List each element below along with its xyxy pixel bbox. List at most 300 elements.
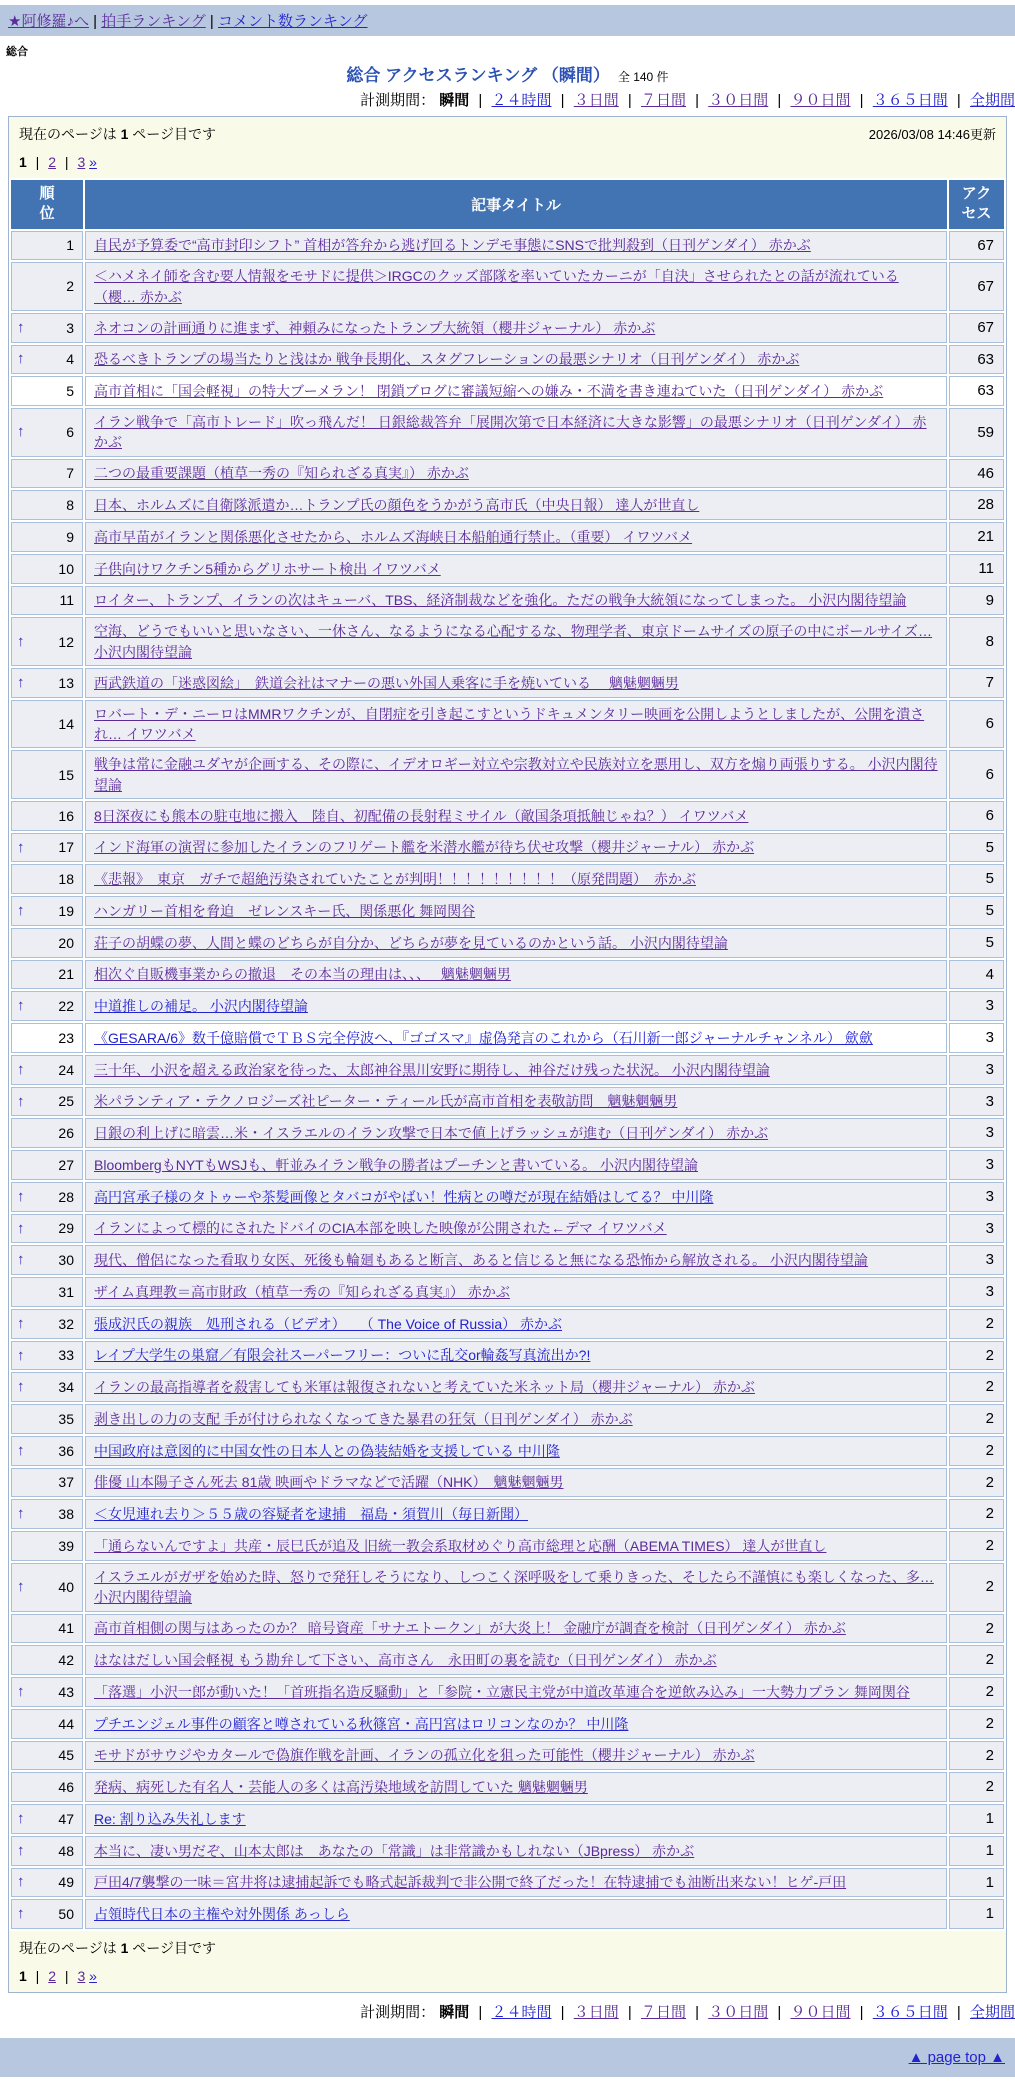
separator: | — [474, 2004, 487, 2022]
title-cell — [85, 1468, 947, 1498]
topnav-link-2[interactable]: コメント数ランキング — [217, 13, 368, 30]
top-nav-bar — [0, 5, 1015, 36]
article-link[interactable]: 戸田4/7襲撃の一味＝宮井将は逮捕起訴でも略式起訴裁判で非公開で終了だった！在特逮捕でも油断出来ない！ヒゲ-戸田 — [94, 1874, 847, 1891]
rank-cell — [11, 1055, 83, 1085]
period-option-6[interactable]: 全期間 — [969, 92, 1015, 109]
title-cell — [85, 1087, 947, 1117]
table-row — [11, 1341, 1004, 1371]
title-cell — [85, 960, 947, 990]
period-option-3[interactable]: ３０日間 — [708, 2004, 769, 2022]
separator: | — [31, 154, 44, 170]
table-row — [11, 231, 1004, 261]
access-count: 3 — [949, 1182, 1004, 1212]
rank-cell — [11, 1804, 83, 1834]
access-count: 2 — [949, 1531, 1004, 1561]
access-count: 67 — [949, 262, 1004, 311]
article-link[interactable]: イランによって標的にされたドバイのCIA本部を映した映像が公開された←デマ イワツバメ — [94, 1220, 667, 1237]
period-option-1[interactable]: ３日間 — [573, 2004, 619, 2022]
article-link[interactable]: 発病、病死した有名人・芸能人の多くは高汚染地域を訪問していた 魑魅魍魎男 — [94, 1779, 588, 1796]
rank-number: 37 — [58, 1474, 74, 1491]
article-link[interactable]: ロバート・デ・ニーロはMMRワクチンが、自閉症を引き起こすというドキュメンタリー映画を公開しようとしましたが、公開を潰され… イワツバメ — [94, 705, 925, 743]
title-cell — [85, 1309, 947, 1339]
page-next-link[interactable]: » — [89, 154, 97, 170]
article-link[interactable]: 占領時代日本の主権や対外関係 あっしら — [94, 1906, 350, 1923]
access-count: 6 — [949, 801, 1004, 831]
access-count: 3 — [949, 991, 1004, 1021]
rank-cell — [11, 750, 83, 799]
rank-cell — [11, 960, 83, 990]
article-link[interactable]: BloombergもNYTもWSJも、軒並みイラン戦争の勝者はプーチンと書いている。 小沢内閣待望論 — [94, 1156, 699, 1173]
rank-cell — [11, 896, 83, 926]
access-count: 2 — [949, 1563, 1004, 1612]
separator: | — [773, 2004, 786, 2022]
rank-number: 35 — [58, 1410, 74, 1427]
period-label: 計測期間： — [360, 2004, 440, 2022]
access-count: 3 — [949, 1277, 1004, 1307]
rank-up-icon: ↑ — [17, 632, 25, 650]
article-link[interactable]: 二つの最重要課題（植草一秀の『知られざる真実』） 赤かぶ — [94, 465, 469, 482]
title-cell — [85, 231, 947, 261]
access-count: 28 — [949, 490, 1004, 520]
separator: | — [952, 2004, 965, 2022]
article-link[interactable]: ＜女児連れ去り＞５５歳の容疑者を逮捕 福島・須賀川（毎日新聞） — [94, 1506, 528, 1523]
article-link[interactable]: モサドがサウジやカタールで偽旗作戦を計画、イランの孤立化を狙った可能性（櫻井ジャーナル） 赤かぶ — [94, 1747, 755, 1764]
page-current: 1 — [19, 154, 27, 170]
title-cell — [85, 1372, 947, 1402]
rank-up-icon: ↑ — [17, 423, 25, 441]
rank-up-icon: ↑ — [17, 1219, 25, 1237]
separator: | — [691, 2004, 704, 2022]
rank-number: 4 — [66, 351, 74, 368]
table-row — [11, 864, 1004, 894]
title-cell — [85, 1563, 947, 1612]
access-count: 3 — [949, 1150, 1004, 1180]
title-cell — [85, 1709, 947, 1739]
rank-cell — [11, 1899, 83, 1929]
period-option-5[interactable]: ３６５日間 — [872, 92, 948, 109]
title-cell — [85, 313, 947, 343]
rank-cell — [11, 1309, 83, 1339]
title-cell — [85, 1245, 947, 1275]
separator: | — [556, 92, 569, 109]
table-row — [11, 833, 1004, 863]
rank-number: 47 — [58, 1810, 74, 1827]
article-link[interactable]: ザイム真理教＝高市財政（植草一秀の『知られざる真実』） 赤かぶ — [94, 1283, 510, 1300]
rank-cell — [11, 1645, 83, 1675]
rank-up-icon: ↑ — [17, 1060, 25, 1078]
article-link[interactable]: 恐るべきトランプの場当たりと浅はか 戦争長期化、スタグフレーションの最悪シナリオ（日刊ゲンダイ） 赤かぶ — [94, 351, 800, 368]
separator: | — [623, 92, 636, 109]
title-cell — [85, 1118, 947, 1148]
rank-cell — [11, 490, 83, 520]
rank-number: 41 — [58, 1620, 74, 1637]
title-cell — [85, 1836, 947, 1866]
table-row — [11, 928, 1004, 958]
article-link[interactable]: 西武鉄道の「迷惑図絵」 鉄道会社はマナーの悪い外国人乗客に手を焼いている 魑魅魍魎男 — [94, 674, 679, 691]
access-count: 46 — [949, 459, 1004, 489]
rank-cell — [11, 313, 83, 343]
article-link[interactable]: 中道推しの補足。 小沢内閣待望論 — [94, 998, 308, 1015]
access-count: 3 — [949, 1118, 1004, 1148]
table-row — [11, 262, 1004, 311]
rank-up-icon: ↑ — [17, 318, 25, 336]
rank-number: 50 — [58, 1906, 74, 1923]
article-link[interactable]: 8日深夜にも熊本の駐屯地に搬入 陸自、初配備の長射程ミサイル（敵国条項抵触じゃね？） イワツバメ — [94, 807, 749, 824]
page-info-bottom — [9, 1931, 1006, 1992]
rank-up-icon: ↑ — [17, 1873, 25, 1891]
period-option-4[interactable]: ９０日間 — [790, 2004, 851, 2022]
table-row — [11, 960, 1004, 990]
title-cell — [85, 1614, 947, 1644]
title-cell — [85, 1341, 947, 1371]
access-count: 1 — [949, 1836, 1004, 1866]
period-option-0[interactable]: ２４時間 — [491, 92, 552, 109]
separator: | — [61, 1968, 73, 1985]
rank-cell — [11, 1709, 83, 1739]
current-page-text: 現在のページは 1 ページ目です — [19, 126, 217, 142]
rank-cell — [11, 459, 83, 489]
separator: | — [61, 154, 73, 170]
table-row — [11, 554, 1004, 584]
rank-number: 3 — [66, 319, 74, 336]
article-link[interactable]: 張成沢氏の親族 処刑される（ビデオ） （ The Voice of Russia） 赤かぶ — [94, 1315, 563, 1332]
period-option-1[interactable]: ３日間 — [573, 92, 619, 109]
title-cell — [85, 408, 947, 457]
title-cell — [85, 750, 947, 799]
pagination-top — [19, 154, 996, 170]
rank-number: 27 — [58, 1156, 74, 1173]
rank-number: 18 — [58, 871, 74, 888]
rank-number: 15 — [58, 766, 74, 783]
access-count: 8 — [949, 617, 1004, 666]
rank-number: 46 — [58, 1779, 74, 1796]
article-link[interactable]: イラン戦争で「高市トレード」吹っ飛んだ！ 日銀総裁答弁「展開次第で日本経済に大きな影響」の最悪シナリオ（日刊ゲンダイ） 赤かぶ — [94, 414, 927, 451]
title-cell — [85, 262, 947, 311]
period-option-0[interactable]: ２４時間 — [491, 2004, 552, 2022]
article-link[interactable]: イランの最高指導者を殺害しても米軍は報復されないと考えていた米ネット局（櫻井ジャーナル） 赤かぶ — [94, 1379, 755, 1396]
current-page-number: 1 — [120, 126, 129, 142]
rank-cell — [11, 408, 83, 457]
rank-number: 49 — [58, 1874, 74, 1891]
rank-number: 19 — [58, 902, 74, 919]
access-count: 3 — [949, 1055, 1004, 1085]
access-count: 6 — [949, 700, 1004, 749]
table-row — [11, 1563, 1004, 1612]
title-cell — [85, 1645, 947, 1675]
article-link[interactable]: ハンガリー首相を脅迫 ゼレンスキー氏、関係悪化 舞岡関谷 — [94, 902, 476, 919]
table-row — [11, 1182, 1004, 1212]
table-row — [11, 1277, 1004, 1307]
page-link-3[interactable]: 3 — [77, 154, 86, 170]
rank-number: 25 — [58, 1093, 74, 1110]
rank-number: 23 — [58, 1029, 74, 1046]
page-title-text: 総合 アクセスランキング （瞬間） — [346, 66, 610, 85]
table-row — [11, 1245, 1004, 1275]
article-link[interactable]: イスラエルがガザを始めた時、怒りで発狂しそうになり、しつこく深呼吸をして乗りきった、そしたら不謹慎にも楽しくなった、多… 小沢内閣待望論 — [94, 1568, 934, 1606]
table-row — [11, 408, 1004, 457]
article-link[interactable]: はなはだしい国会軽視 もう勘弁して下さい、高市さん 永田町の裏を読む（日刊ゲンダイ） 赤かぶ — [94, 1652, 717, 1669]
board-label: 総合 — [6, 46, 28, 58]
rank-number: 21 — [58, 966, 74, 983]
page-link-3[interactable]: 3 — [77, 1968, 86, 1985]
title-cell — [85, 554, 947, 584]
period-option-4[interactable]: ９０日間 — [790, 92, 851, 109]
article-link[interactable]: 空海、どうでもいいと思いなさい、一休さん、なるようになる心配するな、物理学者、東京ドームサイズの原子の中にボールサイズ… 小沢内閣待望論 — [94, 623, 933, 660]
rank-cell — [11, 1277, 83, 1307]
access-count: 2 — [949, 1614, 1004, 1644]
rank-cell — [11, 1404, 83, 1434]
rank-up-icon: ↑ — [17, 1810, 25, 1828]
access-count: 5 — [949, 833, 1004, 863]
period-option-3[interactable]: ３０日間 — [708, 92, 769, 109]
article-link[interactable]: 高円宮承子様のタトゥーや茶髪画像とタバコがやばい！性病との噂だが現在結婚はしてる？ 中川隆 — [94, 1188, 714, 1205]
rank-up-icon: ↑ — [17, 902, 25, 920]
rank-up-icon: ↑ — [17, 1378, 25, 1396]
article-link[interactable]: プチエンジェル事件の顧客と噂されている秋篠宮・高円宮はロリコンなのか？ 中川隆 — [94, 1715, 629, 1732]
article-link[interactable]: 《GESARA/6》数千億賠償でＴＢＳ完全停波へ、『ゴゴスマ』虚偽発言のこれから（石川新一郎ジャーナルチャンネル） 歛歛 — [94, 1029, 873, 1046]
title-cell — [85, 1436, 947, 1466]
article-link[interactable]: ロイター、トランプ、イランの次はキューバ、TBS、経済制裁などを強化。ただの戦争大統領になってしまった。 小沢内閣待望論 — [94, 592, 907, 609]
access-count: 4 — [949, 960, 1004, 990]
page-link-2[interactable]: 2 — [48, 154, 57, 170]
title-cell — [85, 864, 947, 894]
rank-number: 38 — [58, 1506, 74, 1523]
table-row — [11, 1709, 1004, 1739]
page-top-link[interactable]: ▲ page top ▲ — [908, 2049, 1005, 2067]
title-cell — [85, 1741, 947, 1771]
article-link[interactable]: 「通らないんですよ」共産・辰巳氏が追及 旧統一教会系取材めぐり高市総理と応酬（ABEMA TIMES） 達人が世直し — [94, 1537, 827, 1554]
table-row — [11, 1614, 1004, 1644]
rank-number: 43 — [58, 1683, 74, 1700]
article-link[interactable]: 三十年、小沢を超える政治家を待った、太郎神谷黒川安野に期待し、神谷だけ残った状況。 小沢内閣待望論 — [94, 1061, 770, 1078]
article-link[interactable]: ＜ハメネイ師を含む要人情報をモサドに提供＞IRGCのクッズ部隊を率いていたカーニが「自決」させられたとの話が流れている（櫻… 赤かぶ — [94, 268, 899, 305]
article-link[interactable]: 米パランティア・テクノロジーズ社ピーター・ティール氏が高市首相を表敬訪問 魑魅魍魎男 — [94, 1093, 678, 1110]
separator: | — [31, 1968, 44, 1985]
access-count: 59 — [949, 408, 1004, 457]
table-row — [11, 376, 1004, 406]
access-count: 11 — [949, 554, 1004, 584]
title-cell — [85, 1804, 947, 1834]
article-link[interactable]: 中国政府は意図的に中国女性の日本人との偽装結婚を支援している 中川隆 — [94, 1442, 560, 1459]
rank-number: 17 — [58, 839, 74, 856]
rank-cell — [11, 1531, 83, 1561]
rank-number: 14 — [58, 715, 74, 732]
period-current: 瞬間 — [439, 2004, 470, 2022]
title-cell — [85, 1899, 947, 1929]
rank-number: 7 — [66, 465, 74, 482]
rank-up-icon: ↑ — [17, 838, 25, 856]
column-header-access: アクセス — [949, 180, 1004, 229]
access-count: 2 — [949, 1772, 1004, 1802]
rank-cell — [11, 554, 83, 584]
article-link[interactable]: Re: 割り込み失礼します — [94, 1810, 246, 1827]
rank-number: 8 — [66, 497, 74, 514]
article-link[interactable]: ネオコンの計画通りに進まず、神頼みになったトランプ大統領（櫻井ジャーナル） 赤かぶ — [94, 319, 656, 336]
rank-number: 2 — [66, 278, 74, 295]
table-row — [11, 896, 1004, 926]
ranking-container — [8, 116, 1007, 1993]
article-link[interactable]: 日銀の利上げに暗雲…米・イスラエルのイラン攻撃で日本で値上げラッシュが進む（日刊ゲンダイ） 赤かぶ — [94, 1125, 769, 1142]
article-link[interactable]: 「落選」小沢一郎が動いた！「首班指名造反騒動」と「参院・立憲民主党が中道改革連合を逆飲み込み」一大勢力プラン 舞岡関谷 — [94, 1683, 910, 1700]
rank-cell — [11, 1836, 83, 1866]
rank-up-icon: ↑ — [17, 1905, 25, 1923]
article-link[interactable]: 《悲報》 東京 ガチで超絶汚染されていたことが判明！！！！！！！！！（原発問題） 赤かぶ — [94, 871, 696, 888]
rank-cell — [11, 522, 83, 552]
period-option-2[interactable]: ７日間 — [640, 2004, 686, 2022]
article-link[interactable]: 戦争は常に金融ユダヤが企画する、その際に、イデオロギー対立や宗教対立や民族対立を悪用し、双方を煽り両張りする。 小沢内閣待望論 — [94, 756, 938, 793]
access-count: 2 — [949, 1645, 1004, 1675]
access-count: 2 — [949, 1709, 1004, 1739]
separator: | — [773, 92, 786, 109]
rank-cell — [11, 231, 83, 261]
total-count: 全 140 件 — [617, 70, 669, 84]
access-count: 2 — [949, 1677, 1004, 1707]
rank-up-icon: ↑ — [17, 1841, 25, 1859]
rank-number: 6 — [66, 424, 74, 441]
table-row — [11, 586, 1004, 616]
access-count: 67 — [949, 231, 1004, 261]
pagination-bottom — [19, 1968, 996, 1984]
rank-number: 34 — [58, 1379, 74, 1396]
article-link[interactable]: 高市首相側の関与はあったのか？ 暗号資産「サナエトークン」が大炎上！ 金融庁が調査を検討（日刊ゲンダイ） 赤かぶ — [94, 1620, 846, 1637]
table-row — [11, 1468, 1004, 1498]
rank-number: 22 — [58, 998, 74, 1015]
topnav-link-1[interactable]: 拍手ランキング — [101, 13, 206, 30]
title-cell — [85, 1531, 947, 1561]
rank-cell — [11, 1563, 83, 1612]
table-row — [11, 1372, 1004, 1402]
rank-number: 11 — [59, 592, 74, 609]
page-next-link[interactable]: » — [89, 1968, 97, 1985]
rank-cell — [11, 586, 83, 616]
access-count: 3 — [949, 1087, 1004, 1117]
title-cell — [85, 1023, 947, 1053]
access-count: 5 — [949, 928, 1004, 958]
period-option-2[interactable]: ７日間 — [640, 92, 686, 109]
rank-up-icon: ↑ — [17, 350, 25, 368]
article-link[interactable]: 高市早苗がイランと関係悪化させたから、ホルムズ海峡日本船舶通行禁止。（重要） イワツバメ — [94, 528, 693, 545]
updated-timestamp: 2026/03/08 14:46更新 — [868, 127, 996, 142]
article-link[interactable]: 高市首相に「国会軽視」の特大ブーメラン！ 閉鎖ブログに審議短縮への嫌み・不満を書き連ねていた（日刊ゲンダイ） 赤かぶ — [94, 383, 884, 400]
article-link[interactable]: 日本、ホルムズに自衛隊派遣か…トランプ氏の顔色をうかがう高市氏（中央日報） 達人が世直し — [94, 497, 700, 514]
rank-up-icon: ↑ — [17, 1441, 25, 1459]
article-link[interactable]: 荘子の胡蝶の夢、人間と蝶のどちらが自分か、どちらが夢を見ているのかという話。 小沢内閣待望論 — [94, 934, 728, 951]
access-count: 6 — [949, 750, 1004, 799]
table-row — [11, 1055, 1004, 1085]
rank-number: 31 — [58, 1283, 74, 1300]
rank-cell — [11, 376, 83, 406]
page-top-bar — [0, 2038, 1015, 2077]
rank-cell — [11, 1372, 83, 1402]
table-row — [11, 1836, 1004, 1866]
title-cell — [85, 668, 947, 698]
rank-number: 32 — [58, 1315, 74, 1332]
separator: | — [952, 92, 965, 109]
rank-up-icon: ↑ — [17, 1346, 25, 1364]
table-row — [11, 313, 1004, 343]
table-row — [11, 1531, 1004, 1561]
access-count: 1 — [949, 1868, 1004, 1898]
rank-up-icon: ↑ — [17, 674, 25, 692]
rank-cell — [11, 1023, 83, 1053]
rank-cell — [11, 700, 83, 749]
access-count: 2 — [949, 1499, 1004, 1529]
ranking-table — [9, 178, 1006, 1931]
title-cell — [85, 1499, 947, 1529]
title-cell — [85, 1404, 947, 1434]
article-link[interactable]: レイプ大学生の巣窟／有限会社スーパーフリー：ついに乱交or輪姦写真流出か?! — [94, 1347, 591, 1364]
table-row — [11, 991, 1004, 1021]
period-option-5[interactable]: ３６５日間 — [872, 2004, 948, 2022]
separator: | — [88, 13, 102, 30]
article-link[interactable]: 剥き出しの力の支配 手が付けられなくなってきた暴君の狂気（日刊ゲンダイ） 赤かぶ — [94, 1410, 633, 1427]
access-count: 2 — [949, 1372, 1004, 1402]
column-header-rank: 順位 — [11, 180, 83, 229]
access-count: 1 — [949, 1899, 1004, 1929]
rank-number: 26 — [58, 1125, 74, 1142]
title-cell — [85, 617, 947, 666]
article-link[interactable]: インド海軍の演習に参加したイランのフリゲート艦を米潜水艦が待ち伏せ攻撃（櫻井ジャーナル） 赤かぶ — [94, 839, 755, 856]
title-cell — [85, 1214, 947, 1244]
rank-cell — [11, 1868, 83, 1898]
rank-number: 42 — [58, 1652, 74, 1669]
title-cell — [85, 490, 947, 520]
table-row — [11, 490, 1004, 520]
rank-number: 29 — [58, 1220, 74, 1237]
rank-number: 44 — [58, 1715, 74, 1732]
article-link[interactable]: 子供向けワクチン5種からグリホサート検出 イワツバメ — [94, 560, 441, 577]
separator: | — [205, 13, 218, 30]
rank-number: 33 — [58, 1347, 74, 1364]
access-count: 1 — [949, 1804, 1004, 1834]
article-link[interactable]: 本当に、凄い男だぞ、山本太郎は あなたの「常識」は非常識かもしれない（JBpress） 赤かぶ — [94, 1842, 695, 1859]
rank-up-icon: ↑ — [17, 1251, 25, 1269]
table-row — [11, 459, 1004, 489]
table-row — [11, 1404, 1004, 1434]
table-row — [11, 522, 1004, 552]
rank-cell — [11, 928, 83, 958]
rank-up-icon: ↑ — [17, 1505, 25, 1523]
topnav-link-0[interactable]: ★阿修羅♪へ — [8, 13, 89, 30]
access-count: 3 — [949, 1245, 1004, 1275]
table-row — [11, 617, 1004, 666]
rank-up-icon: ↑ — [17, 1187, 25, 1205]
separator: | — [474, 92, 487, 109]
article-link[interactable]: 相次ぐ自販機事業からの撤退 その本当の理由は、、、 魑魅魍魎男 — [94, 966, 511, 983]
title-cell — [85, 700, 947, 749]
title-cell — [85, 833, 947, 863]
rank-cell — [11, 1677, 83, 1707]
article-link[interactable]: 自民が予算委で“高市封印シフト” 首相が答弁から逃げ回るトンデモ事態にSNSで批判殺到（日刊ゲンダイ） 赤かぶ — [94, 237, 811, 254]
rank-cell — [11, 345, 83, 375]
table-row — [11, 700, 1004, 749]
table-row — [11, 1214, 1004, 1244]
rank-up-icon: ↑ — [17, 1092, 25, 1110]
access-count: 9 — [949, 586, 1004, 616]
rank-number: 16 — [58, 807, 74, 824]
title-cell — [85, 1868, 947, 1898]
access-count: 2 — [949, 1436, 1004, 1466]
article-link[interactable]: 現代、僧侶になった看取り女医、死後も輪廻もあると断言、あると信じると無になる恐怖から解放される。 小沢内閣待望論 — [94, 1252, 868, 1269]
title-cell — [85, 991, 947, 1021]
page-link-2[interactable]: 2 — [48, 1968, 57, 1985]
title-cell — [85, 376, 947, 406]
period-label: 計測期間： — [360, 92, 440, 109]
title-cell — [85, 1055, 947, 1085]
rank-number: 20 — [58, 934, 74, 951]
article-link[interactable]: 俳優 山本陽子さん死去 81歳 映画やドラマなどで活躍（NHK） 魑魅魍魎男 — [94, 1474, 564, 1491]
period-option-6[interactable]: 全期間 — [969, 2004, 1015, 2022]
